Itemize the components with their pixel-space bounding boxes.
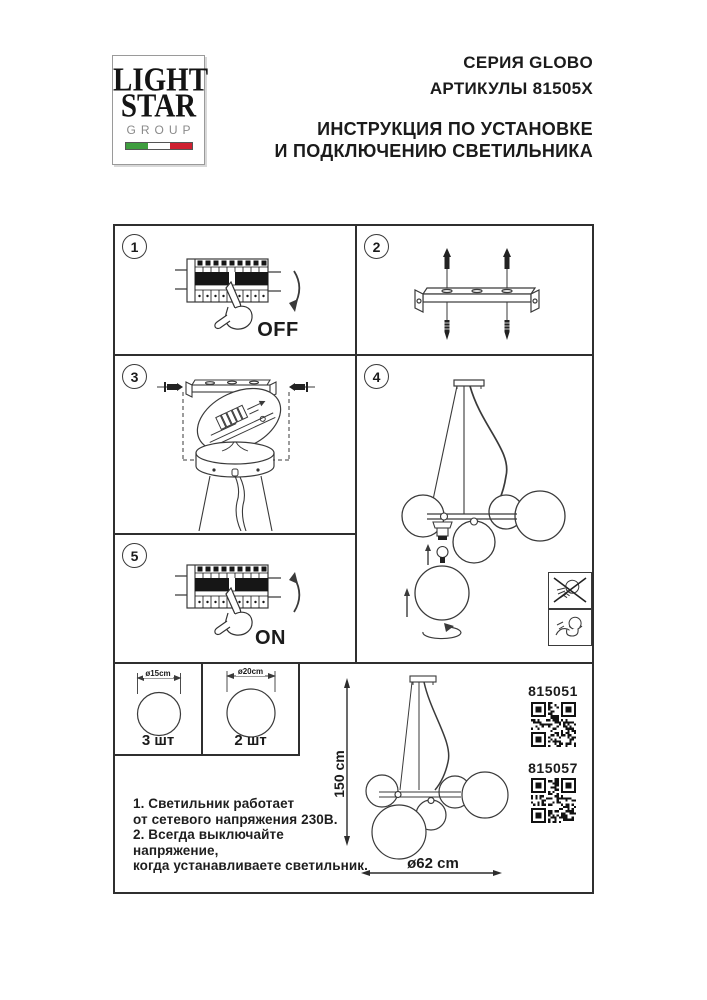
logo-light: LIGHT xyxy=(113,61,209,99)
on-label: ON xyxy=(255,627,286,649)
cloth-hand-bulb-icon xyxy=(549,610,590,644)
spec-section xyxy=(115,664,592,892)
panel-number-badge: 4 xyxy=(364,364,389,389)
breaker-off-diagram xyxy=(115,226,355,352)
panel-5-power-on xyxy=(115,535,357,664)
instruction-title-line1: ИНСТРУКЦИЯ ПО УСТАНОВКЕ xyxy=(317,119,593,139)
off-label: OFF xyxy=(257,319,299,341)
no-bare-hand-bulb-icon xyxy=(549,573,590,607)
globe-qty-label: 2 шт xyxy=(234,732,267,749)
article-number-label: 815051 xyxy=(528,683,578,699)
italian-flag-bar xyxy=(125,142,193,150)
arrow-up-icon xyxy=(404,588,410,596)
brand-logo xyxy=(112,55,209,165)
arrow-down-icon xyxy=(289,299,298,312)
instruction-grid xyxy=(113,224,594,894)
globe-diameter-label: ø15cm xyxy=(145,669,171,678)
panel-3-canopy-wiring xyxy=(115,356,357,535)
globe-diameter-label: ø20cm xyxy=(237,667,264,676)
canopy-terminal-diagram xyxy=(115,356,355,531)
qr-code-815057 xyxy=(531,778,576,823)
note-line: от сетевого напряжения 230В. xyxy=(133,811,338,827)
glass-globe-icon xyxy=(415,566,469,620)
series-title: СЕРИЯ GLOBO xyxy=(463,53,593,72)
height-dimension-label: 150 cm xyxy=(331,750,347,798)
mounting-bracket-diagram xyxy=(357,226,590,352)
panel-number-badge: 5 xyxy=(122,543,147,568)
arrow-up-icon xyxy=(289,572,298,584)
instruction-title-line2: И ПОДКЛЮЧЕНИЮ СВЕТИЛЬНИКА xyxy=(274,141,593,161)
qr-code-815051 xyxy=(531,702,576,747)
note-line: 2. Всегда выключайте напряжение, xyxy=(133,827,284,858)
note-line: 1. Светильник работает xyxy=(133,796,295,811)
note-line: когда устанавливаете светильник. xyxy=(133,858,368,873)
arrow-up-icon xyxy=(425,544,431,551)
panel-number-badge: 2 xyxy=(364,234,389,259)
bulb-icon xyxy=(425,544,448,565)
logo-group: GROUP xyxy=(126,123,196,137)
panel-4-assembly xyxy=(357,356,592,664)
suspension-wires xyxy=(199,476,272,531)
article-number-label: 815057 xyxy=(528,760,578,776)
use-cloth-warning xyxy=(548,609,592,646)
globe-qty-label: 3 шт xyxy=(141,732,175,749)
breaker-on-diagram xyxy=(115,535,355,660)
globe-size-box-large xyxy=(203,664,300,756)
power-notes xyxy=(133,796,373,874)
header-text xyxy=(275,50,593,162)
articles-title: АРТИКУЛЫ 81505X xyxy=(429,79,593,98)
no-touch-bulb-warning xyxy=(548,572,592,609)
panel-number-badge: 1 xyxy=(122,234,147,259)
panel-2-bracket xyxy=(357,226,592,356)
globe-size-box-small xyxy=(115,664,203,756)
panel-1-power-off xyxy=(115,226,357,356)
logo-star: STAR xyxy=(120,87,197,125)
rotate-arrow-icon xyxy=(423,627,461,639)
width-dimension-label: ø62 cm xyxy=(407,855,459,872)
panel-number-badge: 3 xyxy=(122,364,147,389)
